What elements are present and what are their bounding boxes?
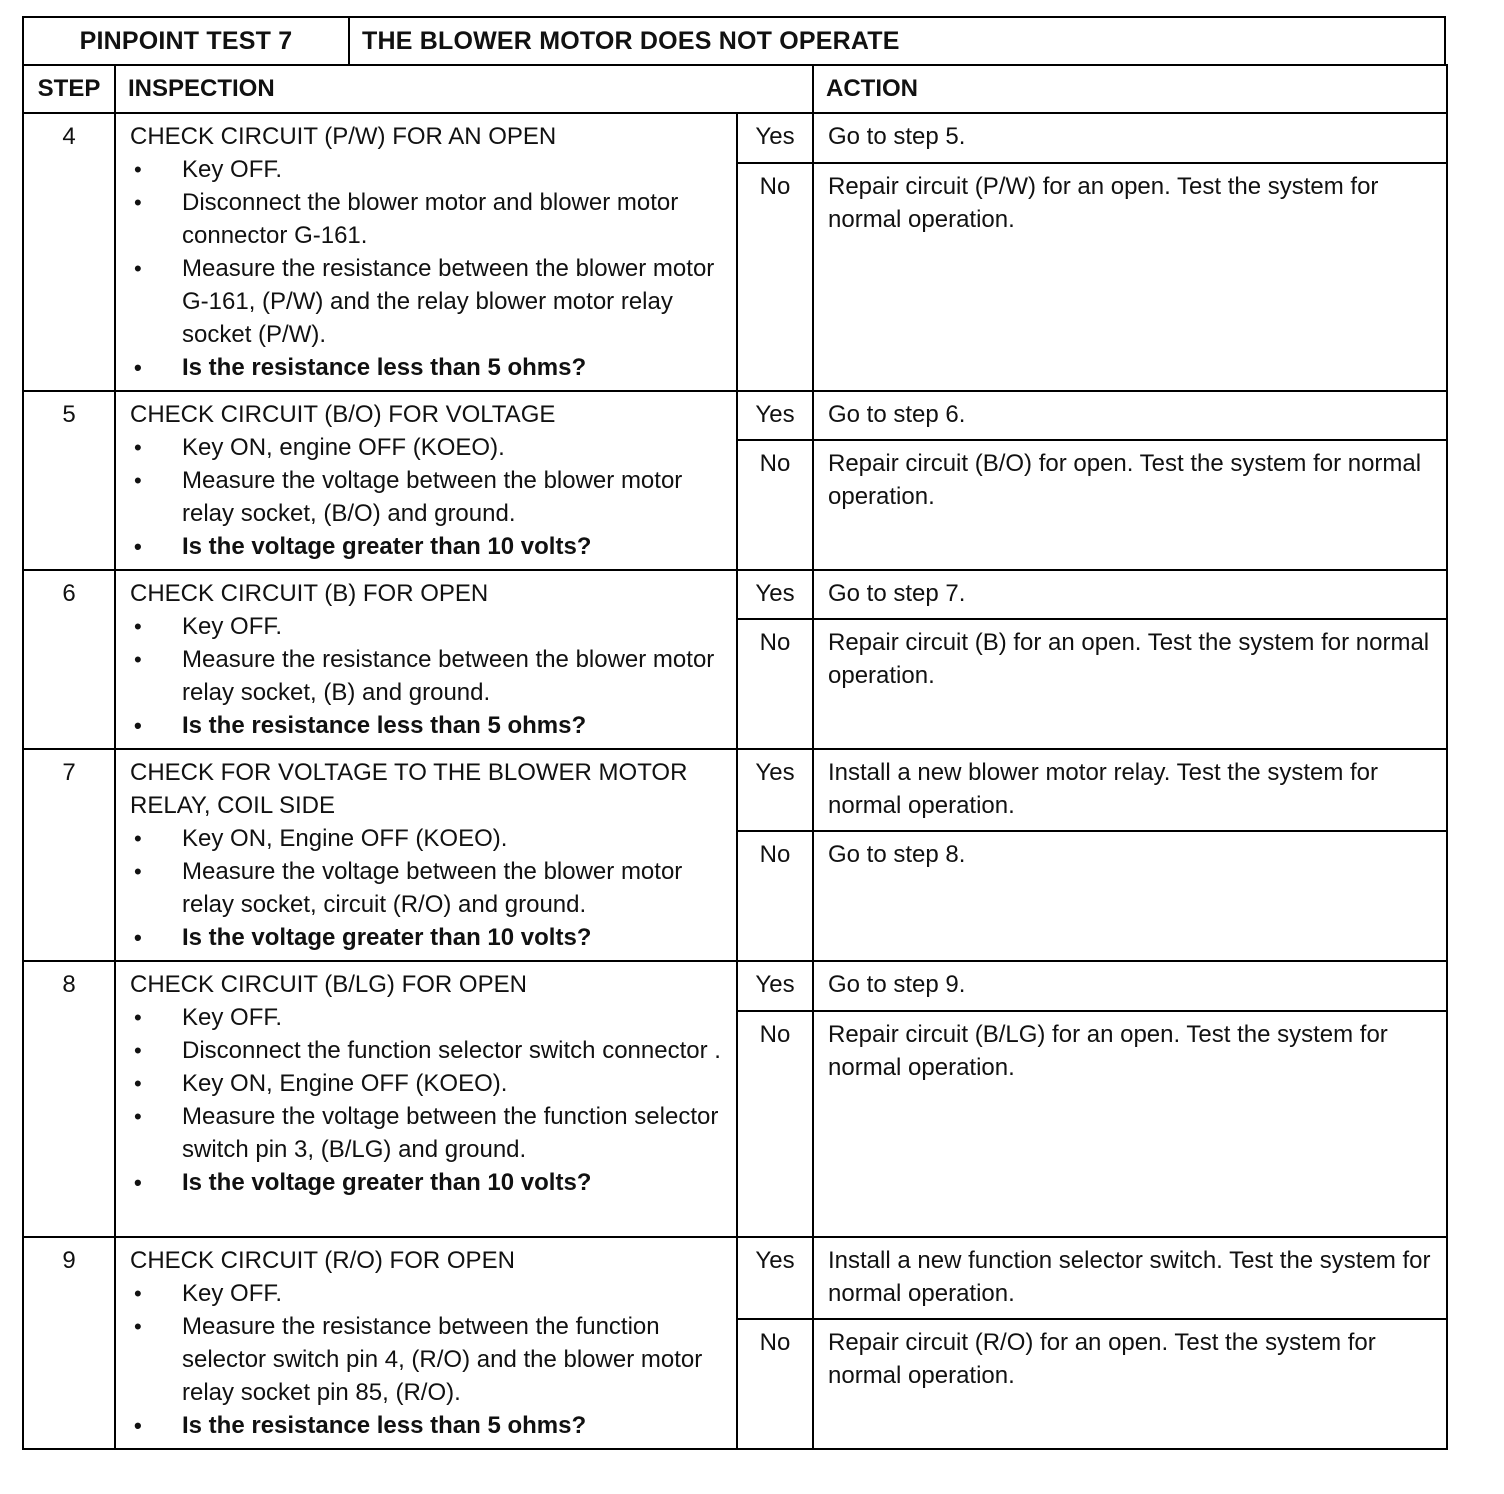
inspection-question: • Is the voltage greater than 10 volts? — [130, 921, 726, 954]
inspection-bullets — [130, 1277, 726, 1442]
step-number: 8 — [23, 961, 115, 1237]
inspection-bullets — [130, 1001, 726, 1199]
inspection-title: CHECK CIRCUIT (B/LG) FOR OPEN — [130, 971, 527, 998]
inspection-bullet: • Measure the resistance between the blower motor G-161, (P/W) and the relay blower motor relay socket (P/W). — [130, 252, 726, 351]
column-header-action: ACTION — [813, 65, 1447, 113]
yes-label: Yes — [737, 749, 813, 831]
pinpoint-test-document — [22, 16, 1446, 1450]
column-header-step: STEP — [23, 65, 115, 113]
inspection-bullet: • Disconnect the function selector switch connector . — [130, 1034, 726, 1067]
inspection-question: • Is the resistance less than 5 ohms? — [130, 709, 726, 742]
test-header-table — [22, 16, 1446, 66]
inspection-bullet: • Measure the voltage between the blower motor relay socket, (B/O) and ground. — [130, 464, 726, 530]
step-row — [23, 749, 1447, 831]
inspection-title: CHECK CIRCUIT (P/W) FOR AN OPEN — [130, 123, 557, 150]
yes-label: Yes — [737, 1237, 813, 1319]
no-action: Repair circuit (P/W) for an open. Test the system for normal operation. — [813, 163, 1447, 391]
test-title: THE BLOWER MOTOR DOES NOT OPERATE — [349, 17, 1445, 65]
yes-label: Yes — [737, 391, 813, 440]
step-number: 5 — [23, 391, 115, 570]
inspection-bullet: • Key OFF. — [130, 1277, 726, 1310]
inspection-cell — [115, 113, 737, 391]
no-label: No — [737, 1011, 813, 1237]
inspection-question: • Is the resistance less than 5 ohms? — [130, 1409, 726, 1442]
inspection-bullet: • Measure the voltage between the function selector switch pin 3, (B/LG) and ground. — [130, 1100, 726, 1166]
inspection-question: • Is the resistance less than 5 ohms? — [130, 351, 726, 384]
no-label: No — [737, 440, 813, 570]
inspection-bullet: • Key OFF. — [130, 153, 726, 186]
inspection-bullet: • Key ON, Engine OFF (KOEO). — [130, 822, 726, 855]
yes-action: Go to step 6. — [813, 391, 1447, 440]
yes-action: Install a new blower motor relay. Test the system for normal operation. — [813, 749, 1447, 831]
step-number: 4 — [23, 113, 115, 391]
no-action: Repair circuit (R/O) for an open. Test the system for normal operation. — [813, 1319, 1447, 1449]
column-header-inspection: INSPECTION — [115, 65, 813, 113]
yes-label: Yes — [737, 113, 813, 163]
inspection-bullet: • Disconnect the blower motor and blower motor connector G-161. — [130, 186, 726, 252]
inspection-title: CHECK FOR VOLTAGE TO THE BLOWER MOTOR RELAY, COIL SIDE — [130, 759, 688, 819]
inspection-title: CHECK CIRCUIT (R/O) FOR OPEN — [130, 1247, 515, 1274]
yes-action: Go to step 5. — [813, 113, 1447, 163]
inspection-question: • Is the voltage greater than 10 volts? — [130, 1166, 726, 1199]
inspection-bullets — [130, 153, 726, 384]
step-row — [23, 113, 1447, 163]
inspection-bullets — [130, 822, 726, 954]
no-label: No — [737, 831, 813, 961]
yes-action: Install a new function selector switch. Test the system for normal operation. — [813, 1237, 1447, 1319]
test-label: PINPOINT TEST 7 — [23, 17, 349, 65]
inspection-cell — [115, 1237, 737, 1449]
yes-action: Go to step 9. — [813, 961, 1447, 1011]
steps-table — [22, 64, 1448, 1450]
step-row — [23, 961, 1447, 1011]
inspection-bullet: • Key ON, Engine OFF (KOEO). — [130, 1067, 726, 1100]
inspection-bullet: • Measure the resistance between the function selector switch pin 4, (R/O) and the blower motor relay socket pin 85, (R/O). — [130, 1310, 726, 1409]
no-action: Repair circuit (B/LG) for an open. Test the system for normal operation. — [813, 1011, 1447, 1237]
yes-label: Yes — [737, 961, 813, 1011]
step-number: 7 — [23, 749, 115, 961]
step-row — [23, 570, 1447, 619]
step-row — [23, 391, 1447, 440]
no-action: Go to step 8. — [813, 831, 1447, 961]
step-number: 9 — [23, 1237, 115, 1449]
step-number: 6 — [23, 570, 115, 749]
no-label: No — [737, 619, 813, 749]
inspection-bullet: • Measure the voltage between the blower motor relay socket, circuit (R/O) and ground. — [130, 855, 726, 921]
step-row — [23, 1237, 1447, 1319]
no-label: No — [737, 1319, 813, 1449]
inspection-bullet: • Key OFF. — [130, 610, 726, 643]
inspection-title: CHECK CIRCUIT (B/O) FOR VOLTAGE — [130, 401, 556, 428]
inspection-bullet: • Key ON, engine OFF (KOEO). — [130, 431, 726, 464]
inspection-question: • Is the voltage greater than 10 volts? — [130, 530, 726, 563]
no-action: Repair circuit (B) for an open. Test the system for normal operation. — [813, 619, 1447, 749]
inspection-bullets — [130, 431, 726, 563]
no-action: Repair circuit (B/O) for open. Test the system for normal operation. — [813, 440, 1447, 570]
yes-action: Go to step 7. — [813, 570, 1447, 619]
inspection-bullet: • Key OFF. — [130, 1001, 726, 1034]
inspection-cell — [115, 391, 737, 570]
inspection-cell — [115, 961, 737, 1237]
inspection-bullet: • Measure the resistance between the blower motor relay socket, (B) and ground. — [130, 643, 726, 709]
yes-label: Yes — [737, 570, 813, 619]
no-label: No — [737, 163, 813, 391]
inspection-cell — [115, 749, 737, 961]
inspection-cell — [115, 570, 737, 749]
inspection-title: CHECK CIRCUIT (B) FOR OPEN — [130, 580, 489, 607]
column-header-row — [23, 65, 1447, 113]
inspection-bullets — [130, 610, 726, 742]
